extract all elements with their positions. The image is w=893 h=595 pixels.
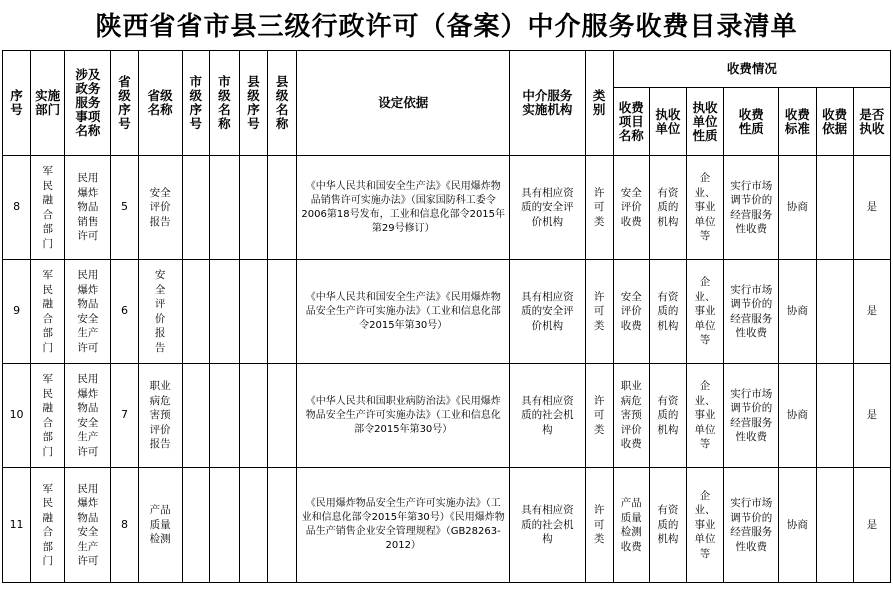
cell-unit-nature: 企业、事业单位等 [686,364,723,468]
cell-seq: 9 [3,260,31,364]
cell-category: 许可类 [585,156,613,260]
cell-city-name [209,260,239,364]
cell-fee-name: 安全评价收费 [613,156,649,260]
cell-enforce: 是 [853,260,890,364]
cell-prov-seq: 8 [111,468,138,583]
header-item: 涉及政务服务事项名称 [65,51,111,156]
cell-unit-nature: 企业、事业单位等 [686,260,723,364]
cell-item: 民用爆炸物品安全生产许可 [65,260,111,364]
table-row [3,468,891,583]
table-row [3,364,891,468]
cell-fee-nature: 实行市场调节价的经营服务性收费 [724,156,779,260]
header-category: 类别 [585,51,613,156]
cell-agency: 具有相应资质的安全评价机构 [510,156,585,260]
cell-city-name [209,468,239,583]
cell-basis: 《中华人民共和国安全生产法》《民用爆炸物品安全生产许可实施办法》（工业和信息化部令2015年第30号） [297,260,510,364]
header-city-name: 市级名称 [209,51,239,156]
cell-fee-std: 协商 [779,260,816,364]
cell-prov-seq: 7 [111,364,138,468]
cell-fee-std: 协商 [779,468,816,583]
cell-fee-std: 协商 [779,364,816,468]
cell-exec-unit: 有资质的机构 [649,364,686,468]
cell-city-seq [182,364,209,468]
header-agency: 中介服务实施机构 [510,51,585,156]
header-county-name: 县级名称 [268,51,297,156]
cell-county-name [268,156,297,260]
cell-exec-unit: 有资质的机构 [649,468,686,583]
cell-agency: 具有相应资质的安全评价机构 [510,260,585,364]
cell-fee-name: 安全评价收费 [613,260,649,364]
cell-item: 民用爆炸物品销售许可 [65,156,111,260]
cell-fee-name: 职业病危害预评价收费 [613,364,649,468]
cell-fee-nature: 实行市场调节价的经营服务性收费 [724,468,779,583]
cell-basis: 《中华人民共和国职业病防治法》《民用爆炸物品安全生产许可实施办法》（工业和信息化部令2015年第30号） [297,364,510,468]
header-basis: 设定依据 [297,51,510,156]
cell-seq: 10 [3,364,31,468]
cell-agency: 具有相应资质的社会机构 [510,468,585,583]
cell-dept: 军民融合部门 [31,364,65,468]
header-fee-name: 收费项目名称 [613,88,649,156]
cell-exec-unit: 有资质的机构 [649,156,686,260]
header-county-seq: 县级序号 [240,51,268,156]
cell-category: 许可类 [585,468,613,583]
cell-city-seq [182,260,209,364]
cell-enforce: 是 [853,364,890,468]
cell-item: 民用爆炸物品安全生产许可 [65,364,111,468]
header-dept: 实施部门 [31,51,65,156]
cell-item: 民用爆炸物品安全生产许可 [65,468,111,583]
cell-fee-nature: 实行市场调节价的经营服务性收费 [724,260,779,364]
cell-county-seq [240,364,268,468]
cell-prov-seq: 5 [111,156,138,260]
cell-seq: 8 [3,156,31,260]
table-row [3,156,891,260]
cell-exec-unit: 有资质的机构 [649,260,686,364]
table-row [3,260,891,364]
cell-city-seq [182,468,209,583]
cell-county-seq [240,468,268,583]
cell-fee-basis [816,468,853,583]
cell-agency: 具有相应资质的社会机构 [510,364,585,468]
cell-county-seq [240,260,268,364]
cell-seq: 11 [3,468,31,583]
cell-basis: 《民用爆炸物品安全生产许可实施办法》（工业和信息化部令2015年第30号）《民用爆炸物品生产销售企业安全管理规程》（GB28263-2012） [297,468,510,583]
header-prov-seq: 省级序号 [111,51,138,156]
cell-fee-nature: 实行市场调节价的经营服务性收费 [724,364,779,468]
cell-city-seq [182,156,209,260]
cell-fee-basis [816,156,853,260]
header-prov-name: 省级名称 [138,51,182,156]
cell-fee-basis [816,364,853,468]
cell-dept: 军民融合部门 [31,468,65,583]
cell-category: 许可类 [585,364,613,468]
cell-city-name [209,156,239,260]
page-title: 陕西省省市县三级行政许可（备案）中介服务收费目录清单 [95,11,798,42]
header-fee-group: 收费情况 [613,51,890,88]
cell-fee-name: 产品质量检测收费 [613,468,649,583]
cell-dept: 军民融合部门 [31,156,65,260]
cell-county-name [268,364,297,468]
fee-catalog-table [2,50,891,583]
header-fee-basis: 收费依据 [816,88,853,156]
cell-prov-name: 职业病危害预评价报告 [138,364,182,468]
cell-fee-std: 协商 [779,156,816,260]
cell-county-name [268,468,297,583]
header-enforce: 是否执收 [853,88,890,156]
cell-prov-seq: 6 [111,260,138,364]
cell-city-name [209,364,239,468]
cell-basis: 《中华人民共和国安全生产法》《民用爆炸物品销售许可实施办法》（国家国防科工委令2006第18号发布，工业和信息化部令2015年第29号修订） [297,156,510,260]
cell-county-seq [240,156,268,260]
header-fee-std: 收费标准 [779,88,816,156]
cell-prov-name: 产品质量检测 [138,468,182,583]
cell-category: 许可类 [585,260,613,364]
header-seq: 序号 [3,51,31,156]
cell-prov-name: 安全评价报告 [138,156,182,260]
header-unit-nature: 执收单位性质 [686,88,723,156]
header-exec-unit: 执收单位 [649,88,686,156]
cell-prov-name: 安全评价报告 [138,260,182,364]
cell-enforce: 是 [853,468,890,583]
cell-enforce: 是 [853,156,890,260]
header-fee-nature: 收费性质 [724,88,779,156]
cell-dept: 军民融合部门 [31,260,65,364]
cell-fee-basis [816,260,853,364]
header-city-seq: 市级序号 [182,51,209,156]
cell-unit-nature: 企业、事业单位等 [686,156,723,260]
cell-unit-nature: 企业、事业单位等 [686,468,723,583]
cell-county-name [268,260,297,364]
